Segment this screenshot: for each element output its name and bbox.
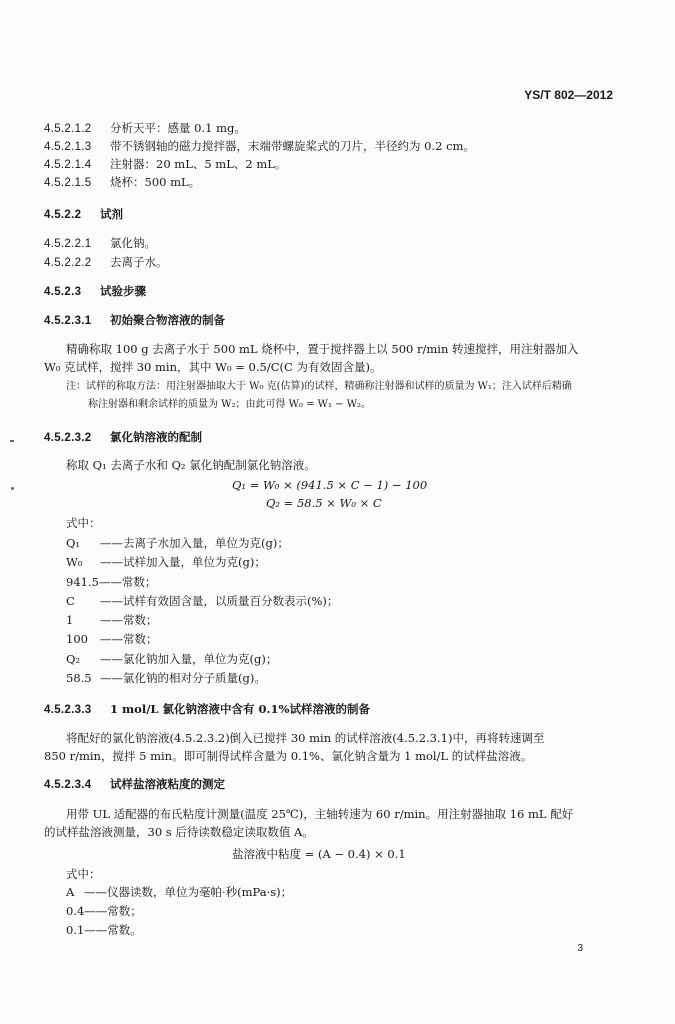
equation-q2: Q₂ = 58.5 × W₀ × C [266, 496, 382, 510]
step3-paragraph-line2: 850 r/min，搅拌 5 min。即可制得试样含量为 0.1%、氯化钠含量为 1 mol/L 的试样盐溶液。 [44, 749, 533, 763]
clause-4-5-2-1-2 [44, 122, 246, 137]
equation-viscosity: 盐溶液中粘度 = (A − 0.4) × 0.1 [232, 847, 406, 861]
definition-row [66, 886, 292, 900]
definition-symbol: 0.1 [66, 923, 85, 937]
clause-4-5-2-3-4-heading [44, 778, 225, 793]
clause-text: 去离子水。 [110, 255, 168, 269]
step2-intro: 称取 Q₁ 去离子水和 Q₂ 氯化钠配制氯化钠溶液。 [66, 458, 316, 472]
clause-4-5-2-2-1 [44, 237, 156, 252]
definition-symbol: 1 [66, 613, 74, 627]
clause-title: 氯化钠溶液的配制 [110, 430, 202, 444]
definition-text: ——常数； [100, 613, 158, 627]
clause-number: 4.5.2.2.1 [44, 238, 92, 250]
clause-text: 氯化钠。 [110, 236, 156, 250]
clause-number: 4.5.2.3.4 [44, 779, 92, 791]
step4-paragraph-line2: 的试样盐溶液测量，30 s 后待读数稳定读取数值 A。 [44, 825, 314, 839]
section-title: 试剂 [100, 207, 123, 221]
clause-4-5-2-3-3-heading [44, 703, 370, 718]
clause-text: 注射器：20 mL、5 mL、2 mL。 [110, 157, 287, 171]
clause-text: 带不锈钢轴的磁力搅拌器，末端带螺旋桨式的刀片，半径约为 0.2 cm。 [110, 139, 475, 153]
clause-4-5-2-3-1-heading [44, 314, 225, 329]
definition-row [66, 633, 158, 647]
definition-row [66, 653, 277, 667]
clause-4-5-2-1-4 [44, 158, 286, 173]
page-number: 3 [577, 943, 583, 954]
where-label: 式中： [66, 516, 101, 530]
clause-number: 4.5.2.1.2 [44, 123, 92, 135]
scan-speck [10, 440, 14, 442]
definition-text: ——常数； [98, 575, 157, 589]
clause-number: 4.5.2.1.4 [44, 159, 92, 171]
definition-symbol: Q₁ [66, 536, 81, 550]
definition-text: ——试样有效固含量，以质量百分数表示(%)； [100, 594, 339, 608]
definition-row [66, 556, 266, 570]
step4-paragraph-line1: 用带 UL 适配器的布氏粘度计测量(温度 25℃)，主轴转速为 60 r/min。用注射器抽取 16 mL 配好 [66, 807, 574, 821]
equation-q1: Q₁ = W₀ × (941.5 × C − 1) − 100 [232, 478, 428, 492]
definition-row [66, 905, 142, 919]
step1-paragraph-line2: W₀ 克试样，搅拌 30 min，其中 W₀ = 0.5/C(C 为有效固含量)。 [44, 360, 382, 374]
clause-4-5-2-1-3 [44, 140, 475, 155]
step1-note-line1: 注：试样的称取方法：用注射器抽取大于 W₀ 克(估算)的试样，精确称注射器和试样的质量为 W₁；注入试样后精确 [66, 381, 572, 392]
clause-number: 4.5.2.3.2 [44, 432, 92, 444]
clause-title: 试样盐溶液粘度的测定 [110, 777, 225, 791]
definition-text: ——氯化钠的相对分子质量(g)。 [100, 671, 266, 685]
definition-row [66, 614, 158, 628]
step1-note-line2: 称注射器和剩余试样的质量为 W₂；由此可得 W₀ = W₁ − W₂。 [88, 399, 371, 410]
standard-number: YS/T 802—2012 [524, 88, 613, 102]
clause-number: 4.5.2.1.3 [44, 141, 92, 153]
clause-number: 4.5.2.1.5 [44, 177, 92, 189]
where-label: 式中： [66, 867, 101, 881]
section-steps-heading [44, 285, 146, 300]
clause-4-5-2-1-5 [44, 176, 200, 191]
section-number: 4.5.2.3 [44, 286, 82, 298]
clause-number: 4.5.2.3.1 [44, 315, 92, 327]
clause-number: 4.5.2.3.3 [44, 704, 92, 716]
clause-text: 烧杯：500 mL。 [110, 175, 201, 189]
section-reagents-heading [44, 208, 123, 223]
definition-symbol: A [66, 885, 75, 899]
definition-symbol: W₀ [66, 555, 83, 569]
definition-text: ——常数； [100, 632, 158, 646]
definition-row [66, 576, 156, 590]
definition-row [66, 672, 266, 686]
definition-symbol: Q₂ [66, 652, 81, 666]
definition-text: ——氯化钠加入量，单位为克(g)； [100, 652, 278, 666]
clause-title: 1 mol/L 氯化钠溶液中含有 0.1%试样溶液的制备 [110, 702, 370, 716]
section-number: 4.5.2.2 [44, 209, 82, 221]
definition-row [66, 537, 289, 551]
step1-paragraph-line1: 精确称取 100 g 去离子水于 500 mL 烧杯中，置于搅拌器上以 500 r/min 转速搅拌，用注射器加入 [66, 342, 579, 356]
clause-number: 4.5.2.2.2 [44, 257, 92, 269]
step3-paragraph-line1: 将配好的氯化钠溶液(4.5.2.3.2)倒入已搅拌 30 min 的试样溶液(4.5.2.3.1)中，再将转速调至 [66, 731, 545, 745]
definition-row [66, 595, 338, 609]
scan-speck [11, 487, 14, 490]
definition-symbol: C [66, 594, 75, 608]
definition-symbol: 941.5 [66, 575, 99, 589]
definition-row [66, 924, 142, 938]
definition-symbol: 100 [66, 632, 88, 646]
definition-symbol: 0.4 [66, 904, 85, 918]
clause-4-5-2-3-2-heading [44, 431, 202, 446]
clause-text: 分析天平：感量 0.1 mg。 [110, 121, 246, 135]
definition-text: ——去离子水加入量，单位为克(g)； [100, 536, 289, 550]
definition-text: ——仪器读数，单位为毫帕·秒(mPa·s)； [84, 885, 293, 899]
definition-text: ——常数； [84, 904, 142, 918]
definition-symbol: 58.5 [66, 671, 92, 685]
definition-text: ——试样加入量，单位为克(g)； [100, 555, 266, 569]
section-title: 试验步骤 [100, 284, 146, 298]
clause-4-5-2-2-2 [44, 256, 168, 271]
clause-title: 初始聚合物溶液的制备 [110, 313, 225, 327]
definition-text: ——常数。 [84, 923, 142, 937]
